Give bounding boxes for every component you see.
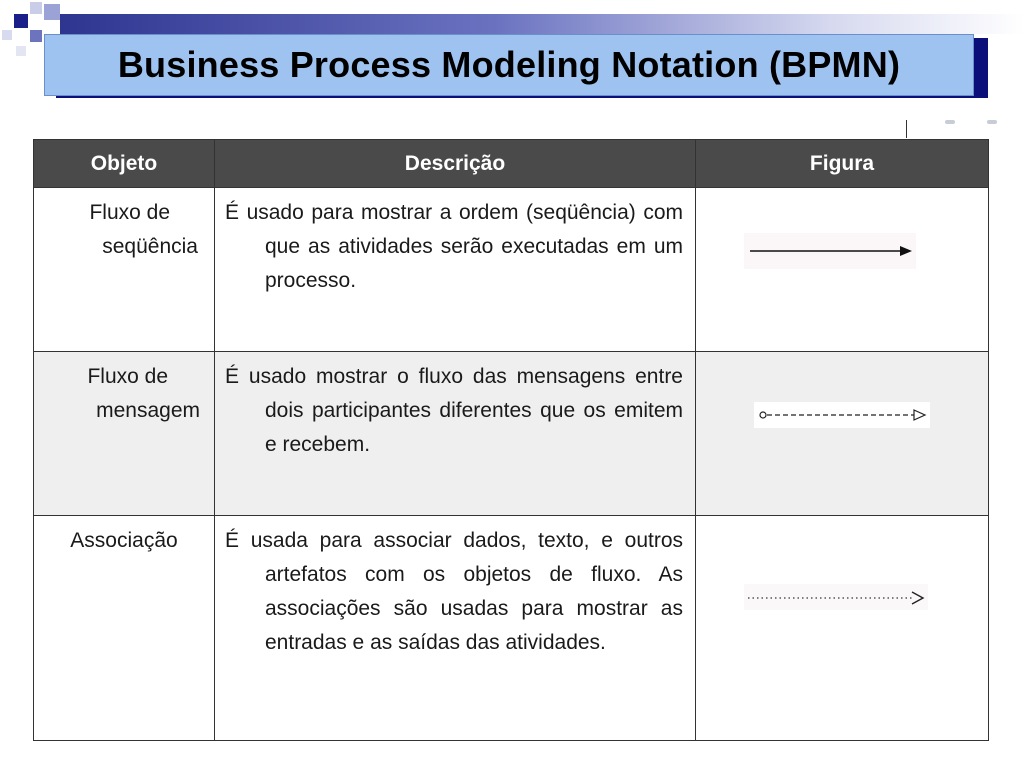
object-cell [34, 188, 215, 352]
header-objeto: Objeto [34, 140, 215, 188]
decorative-square [14, 14, 28, 28]
object-name-line: Fluxo de [89, 201, 170, 224]
decorative-square [44, 4, 60, 20]
object-name-line: mensagem [96, 399, 200, 422]
description-text: É usado para mostrar a ordem (seqüência) com que as atividades serão executadas em um processo. [225, 201, 683, 292]
decorative-square [30, 2, 42, 14]
object-name-line: seqüência [102, 235, 198, 258]
table-row [34, 188, 989, 352]
decorative-dot [987, 120, 997, 124]
divider-line [906, 120, 907, 138]
object-cell [34, 352, 215, 516]
slide-title: Business Process Modeling Notation (BPMN) [117, 44, 901, 85]
figure-cell [696, 352, 989, 516]
table-row [34, 516, 989, 741]
object-cell [34, 516, 215, 741]
sequence-flow-arrow-icon [744, 233, 916, 269]
description-cell [215, 516, 696, 741]
object-name-line: Associação [70, 529, 178, 552]
description-text: É usado mostrar o fluxo das mensagens entre dois participantes diferentes que os emitem e recebem. [225, 365, 683, 456]
association-arrow-icon [744, 584, 928, 610]
object-name-line: Fluxo de [87, 365, 168, 388]
description-cell [215, 352, 696, 516]
decorative-dot [945, 120, 955, 124]
header-figura: Figura [696, 140, 989, 188]
figure-cell [696, 188, 989, 352]
description-text: É usada para associar dados, texto, e outros artefatos com os objetos de fluxo. As associações são usadas para mostrar as entradas e as saídas das atividades. [225, 529, 683, 654]
table-header-row [34, 140, 989, 188]
header-gradient-bar [60, 14, 1024, 34]
table-row [34, 352, 989, 516]
message-flow-arrow-icon [754, 402, 930, 428]
decorative-square [2, 30, 12, 40]
header-descricao: Descrição [215, 140, 696, 188]
bpmn-table [33, 139, 989, 741]
figure-cell [696, 516, 989, 741]
decorative-square [16, 46, 26, 56]
description-cell [215, 188, 696, 352]
title-banner [44, 34, 974, 96]
decorative-square [30, 30, 42, 42]
